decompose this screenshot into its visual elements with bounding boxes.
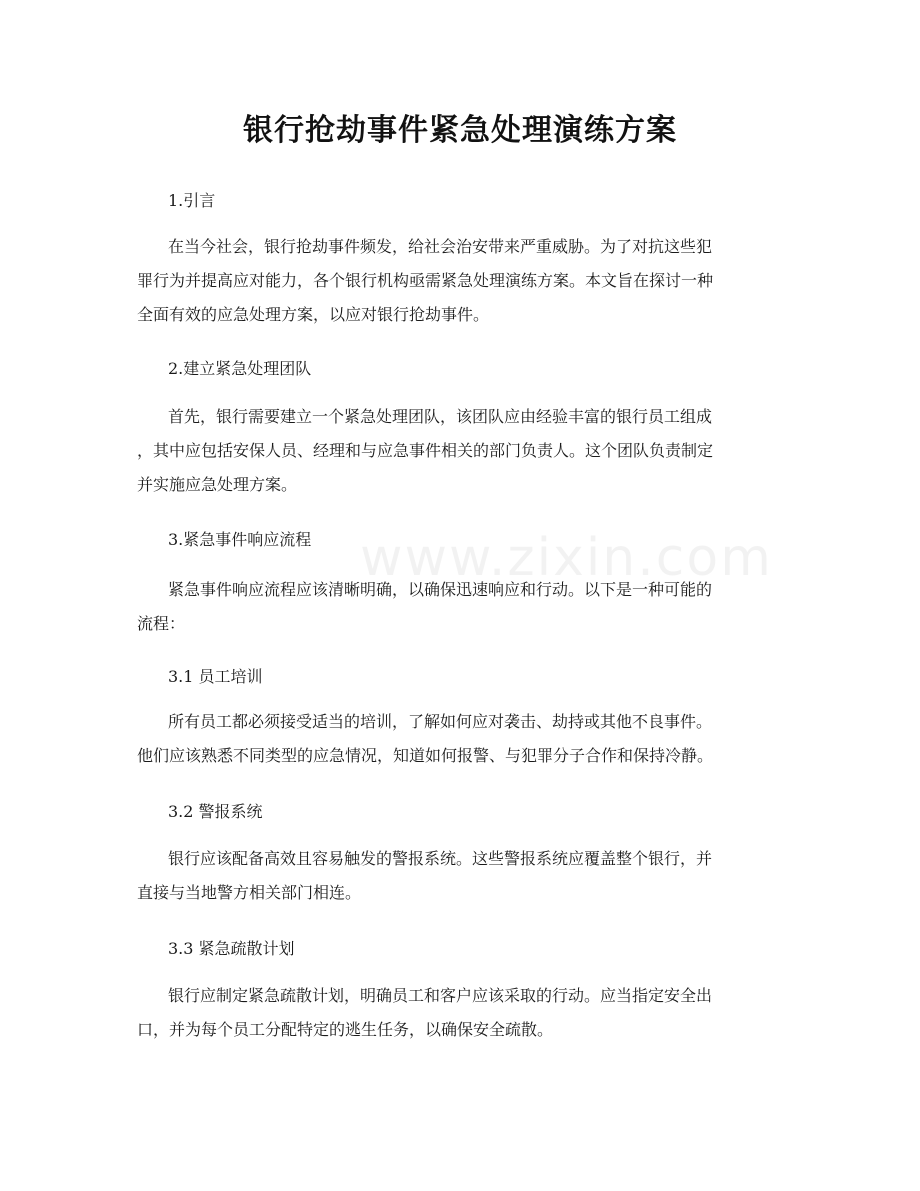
section-heading: 3.3 紧急疏散计划 (168, 939, 295, 958)
paragraph-line: 并实施应急处理方案。 (137, 475, 298, 494)
paragraph-line: 全面有效的应急处理方案，以应对银行抢劫事件。 (137, 305, 490, 324)
section-heading: 1.引言 (168, 191, 216, 210)
paragraph-line: 在当今社会，银行抢劫事件频发，给社会治安带来严重威胁。为了对抗这些犯 (168, 237, 713, 256)
section-paragraph (137, 979, 787, 1047)
paragraph-line: 银行应制定紧急疏散计划，明确员工和客户应该采取的行动。应当指定安全出 (168, 986, 713, 1005)
section-heading: 2.建立紧急处理团队 (168, 359, 312, 378)
paragraph-line: 口，并为每个员工分配特定的逃生任务，以确保安全疏散。 (137, 1020, 554, 1039)
paragraph-line: 流程： (137, 614, 186, 633)
paragraph-line: 紧急事件响应流程应该清晰明确，以确保迅速响应和行动。以下是一种可能的 (168, 580, 713, 599)
paragraph-line: 他们应该熟悉不同类型的应急情况，知道如何报警、与犯罪分子合作和保持冷静。 (137, 746, 714, 765)
paragraph-line: 首先，银行需要建立一个紧急处理团队，该团队应由经验丰富的银行员工组成 (168, 407, 713, 426)
section-paragraph (137, 400, 787, 502)
paragraph-line: ，其中应包括安保人员、经理和与应急事件相关的部门负责人。这个团队负责制定 (137, 441, 714, 460)
section-paragraph (137, 705, 787, 773)
paragraph-line: 直接与当地警方相关部门相连。 (137, 883, 362, 902)
paragraph-line: 所有员工都必须接受适当的培训，了解如何应对袭击、劫持或其他不良事件。 (168, 712, 713, 731)
paragraph-line: 罪行为并提高应对能力，各个银行机构亟需紧急处理演练方案。本文旨在探讨一种 (137, 271, 714, 290)
section-heading: 3.2 警报系统 (168, 802, 263, 821)
section-paragraph (137, 842, 787, 910)
section-paragraph (137, 573, 787, 641)
section-heading: 3.紧急事件响应流程 (168, 530, 312, 549)
section-heading: 3.1 员工培训 (168, 667, 263, 686)
watermark: www.zixin.com (360, 528, 773, 588)
section-paragraph (137, 230, 787, 332)
document-title: 银行抢劫事件紧急处理演练方案 (243, 113, 677, 148)
paragraph-line: 银行应该配备高效且容易触发的警报系统。这些警报系统应覆盖整个银行，并 (168, 849, 713, 868)
